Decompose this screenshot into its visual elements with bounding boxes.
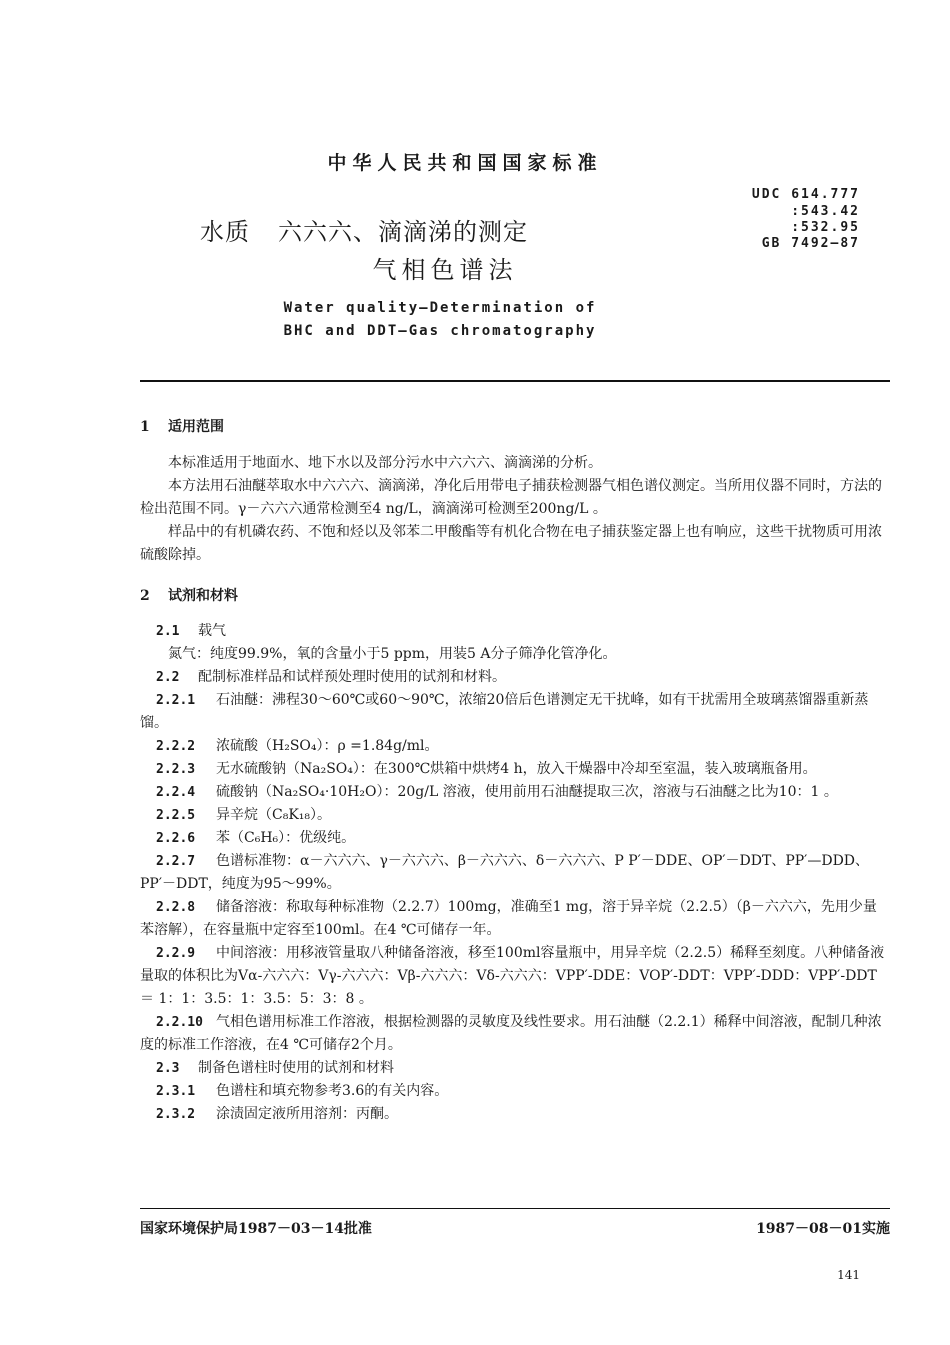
paragraph: 本标准适用于地面水、地下水以及部分污水中六六六、滴滴涕的分析。	[168, 455, 602, 471]
clause-2-3-2: 2.3.2 涂渍固定液所用溶剂：丙酮。	[156, 1106, 398, 1122]
clause-2-2-2: 2.2.2 浓硫酸（H₂SO₄）：ρ =1.84g/ml。	[156, 738, 439, 754]
title-english-line2: BHC and DDT—Gas chromatography	[283, 323, 597, 339]
udc-code-line: :532.95	[791, 220, 860, 235]
udc-code-line: UDC 614.777	[751, 187, 860, 202]
clause-2-2-6: 2.2.6 苯（C₆H₆）：优级纯。	[156, 830, 356, 846]
section-number: 1	[140, 419, 150, 435]
section-1-heading	[140, 416, 888, 439]
section-number: 2	[140, 588, 150, 604]
paragraph: 氮气：纯度99.9%，氧的含量小于5 ppm，用装5 A分子筛净化管净化。	[168, 646, 617, 662]
clause-2-2-1: 2.2.1 石油醚：沸程30～60℃或60～90℃，浓缩20倍后色谱测定无干扰峰，如有干扰需用全玻璃蒸馏器重新蒸馏。	[140, 692, 869, 731]
clause-2-2-3: 2.2.3 无水硫酸钠（Na₂SO₄）：在300℃烘箱中烘烤4 h，放入干燥器中冷却至室温，装入玻璃瓶备用。	[156, 761, 817, 777]
clause-2-2-8: 2.2.8 储备溶液：称取每种标准物（2.2.7）100mg，准确至1 mg，溶于异辛烷（2.2.5）（β－六六六，先用少量苯溶解），在容量瓶中定容至100ml。在4 ℃可储存一年。	[140, 899, 877, 938]
title-chinese-line2: 气相色谱法	[372, 256, 518, 284]
title-english-line1: Water quality—Determination of	[283, 300, 597, 316]
standard-header: 中华人民共和国国家标准	[327, 152, 603, 174]
clause-2-3: 2.3 制备色谱柱时使用的试剂和材料	[156, 1060, 394, 1076]
effective-date: 1987－08－01实施	[756, 1221, 890, 1237]
clause-2-2-4: 2.2.4 硫酸钠（Na₂SO₄·10H₂O）：20g/L 溶液，使用前用石油醚提取三次，溶液与石油醚之比为10：1 。	[156, 784, 838, 800]
clause-2-2-10: 2.2.10 气相色谱用标准工作溶液，根据检测器的灵敏度及线性要求。用石油醚（2.2.1）稀释中间溶液，配制几种浓度的标准工作溶液，在4 ℃可储存2个月。	[140, 1014, 882, 1053]
title-chinese-line1	[200, 212, 700, 247]
clause-2-3-1: 2.3.1 色谱柱和填充物参考3.6的有关内容。	[156, 1083, 449, 1099]
section-title: 试剂和材料	[168, 588, 238, 604]
udc-code-line: :543.42	[791, 204, 860, 219]
clause-2-2-9: 2.2.9 中间溶液：用移液管量取八种储备溶液，移至100ml容量瓶中，用异辛烷（2.2.5）稀释至刻度。八种储备液量取的体积比为Vα-六六六：Vγ-六六六：Vβ-六六六：Vδ-六六六：VPP′-DDE：VOP′-DDT：VPP′-DDD：VPP′-DDT ＝ 1：1：3.5：1：3.5：5：3：8 。	[140, 945, 885, 1007]
page-number: 141	[837, 1268, 860, 1282]
header-divider	[140, 380, 890, 382]
clause-2-2-5: 2.2.5 异辛烷（C₈K₁₈）。	[156, 807, 332, 823]
title-zh-part2: 六六六、滴滴涕的测定	[278, 218, 528, 246]
clause-2-2-7: 2.2.7 色谱标准物：α－六六六、γ－六六六、β－六六六、δ－六六六、P P′－DDE、OP′－DDT、PP′—DDD、PP′－DDT，纯度为95～99%。	[140, 853, 870, 892]
paragraph: 样品中的有机磷农药、不饱和烃以及邻苯二甲酸酯等有机化合物在电子捕获鉴定器上也有响应，这些干扰物质可用浓硫酸除掉。	[140, 524, 882, 563]
section-2-heading	[140, 585, 888, 608]
approval-date: 国家环境保护局1987－03－14批准	[140, 1221, 372, 1237]
clause-2-1: 2.1 载气	[156, 623, 226, 639]
paragraph: 本方法用石油醚萃取水中六六六、滴滴涕，净化后用带电子捕获检测器气相色谱仪测定。当所用仪器不同时，方法的检出范围不同。γ－六六六通常检测至4 ng/L，滴滴涕可检测至200ng/L 。	[140, 478, 882, 517]
gb-standard-number: GB 7492—87	[761, 236, 860, 251]
title-zh-part1: 水质	[200, 218, 250, 246]
section-1-body	[140, 452, 888, 567]
clause-2-2: 2.2 配制标准样品和试样预处理时使用的试剂和材料。	[156, 669, 506, 685]
section-2-body	[140, 620, 888, 1126]
section-title: 适用范围	[168, 419, 224, 435]
footer-divider	[140, 1208, 890, 1209]
